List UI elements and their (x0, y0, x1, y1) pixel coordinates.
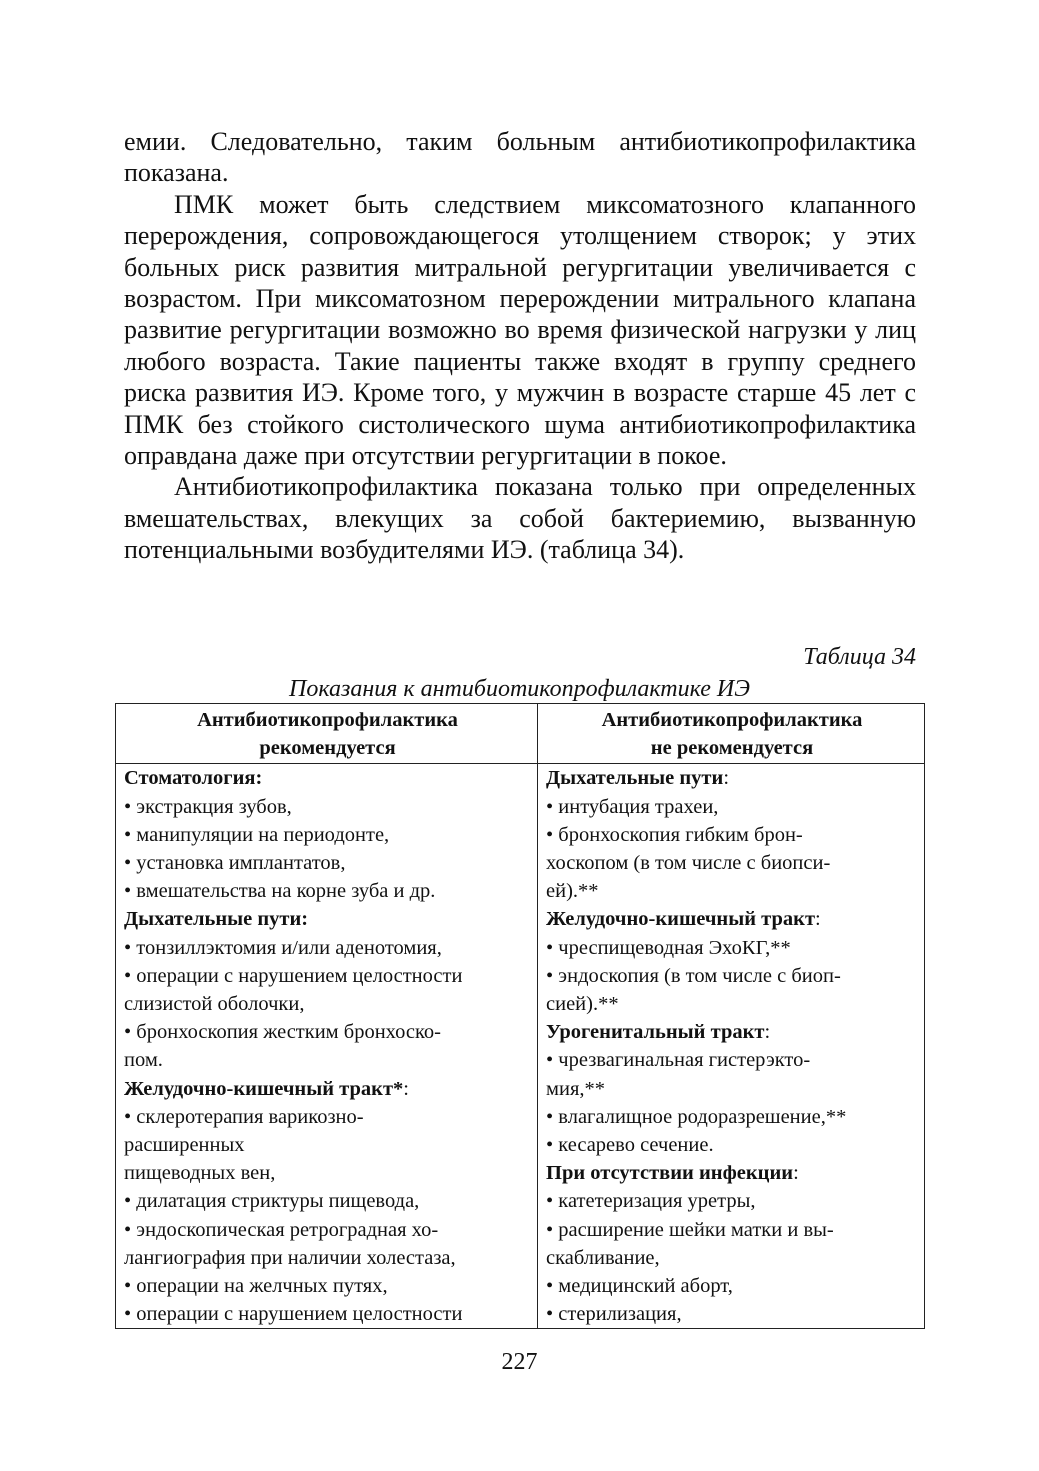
table-body-row (116, 764, 925, 1329)
list-item: • влагалищное родоразрешение,** (546, 1105, 847, 1128)
list-item: • бронхоскопия жестким бронхоско- (124, 1021, 442, 1044)
heading-respiratory-right: Дыхательные пути (546, 767, 724, 790)
list-item: • интубация трахеи, (546, 795, 719, 818)
header-left-line2: рекомендуется (259, 737, 396, 760)
list-item: • чрезвагинальная гистерэкто- (546, 1049, 811, 1072)
heading-gi-line (124, 1075, 531, 1103)
list-item: • операции на желчных путях, (124, 1275, 388, 1298)
list-item: хоскопом (в том числе с биопси- (546, 852, 831, 875)
list-item: • бронхоскопия гибким брон- (546, 823, 803, 846)
heading-gi: Желудочно-кишечный тракт* (124, 1077, 404, 1100)
heading-stomatology: Стоматология: (124, 767, 263, 790)
heading-respiratory: Дыхательные пути: (124, 908, 309, 931)
heading-colon: : (815, 908, 821, 931)
list-item: пом. (124, 1049, 163, 1072)
list-item: слизистой оболочки, (124, 993, 305, 1016)
heading-colon: : (723, 767, 730, 790)
list-item: • операции с нарушением целостности (124, 964, 463, 987)
list-item: • стерилизация, (546, 1303, 682, 1326)
paragraph-2: ПМК может быть следствием миксоматозного клапанного перерождения, сопровождающегося утолщением створок; у этих больных риск развития митральной регургитации увеличивается с возрастом. При миксоматозном перерождении митрального клапана развитие регургитации возможно во время физической нагрузки у лиц любого возраста. Такие пациенты также входят в группу среднего риска развития ИЭ. Кроме того, у мужчин в возрасте старше 45 лет с ПМК без стойкого систолического шума антибиотикопрофилактика оправдана даже при отсутствии регургитации в покое. (124, 189, 916, 471)
paragraph-1: емии. Следовательно, таким больным антибиотикопрофилактика показана. (124, 127, 916, 188)
list-item: • эндоскопия (в том числе с биоп- (546, 964, 841, 987)
list-item: • экстракция зубов, (124, 795, 292, 818)
header-right-line2: не рекомендуется (650, 737, 814, 760)
heading-gi-line (546, 905, 918, 933)
list-item: расширенных (124, 1134, 245, 1157)
heading-no-infection-line (546, 1159, 918, 1187)
heading-colon: : (764, 1021, 771, 1044)
list-item: • расширение шейки матки и вы- (546, 1218, 834, 1241)
heading-urogenital-line (546, 1018, 918, 1046)
cell-recommended (116, 764, 538, 1329)
header-recommended (116, 704, 538, 764)
table-title: Показания к антибиотикопрофилактике ИЭ (289, 676, 750, 702)
list-item: сией).** (546, 993, 619, 1016)
list-item: • вмешательства на корне зуба и др. (124, 880, 436, 903)
list-item: • кесарево сечение. (546, 1134, 714, 1157)
list-item: ей).** (546, 880, 599, 903)
list-item: • тонзиллэктомия и/или аденотомия, (124, 936, 442, 959)
heading-colon: : (793, 1162, 799, 1185)
list-item: • установка имплантатов, (124, 852, 346, 875)
heading-gi-right: Желудочно-кишечный тракт (546, 908, 816, 931)
heading-respiratory-line (546, 764, 918, 792)
list-item: • катетеризация уретры, (546, 1190, 756, 1213)
list-item: пищеводных вен, (124, 1162, 276, 1185)
page-number: 227 (501, 1349, 538, 1375)
heading-gi-colon: : (403, 1077, 409, 1100)
list-item: • склеротерапия варикозно- (124, 1105, 364, 1128)
list-item: лангиография при наличии холестаза, (124, 1246, 456, 1269)
list-item: мия,** (546, 1077, 605, 1100)
header-not-recommended (538, 704, 925, 764)
list-item: • чреспищеводная ЭхоКГ,** (546, 936, 791, 959)
list-item: • манипуляции на периодонте, (124, 823, 390, 846)
list-item: • операции с нарушением целостности (124, 1303, 463, 1326)
cell-not-recommended (538, 764, 925, 1329)
body-text (124, 126, 916, 566)
indications-table (115, 703, 925, 1329)
list-item: • медицинский аборт, (546, 1275, 733, 1298)
paragraph-3: Антибиотикопрофилактика показана только при определенных вмешательствах, влекущих за собой бактериемию, вызванную потенциальными возбудителями ИЭ. (таблица 34). (124, 472, 916, 565)
heading-no-infection: При отсутствии инфекции (546, 1162, 794, 1185)
table-label: Таблица 34 (803, 644, 916, 670)
table-header-row (116, 704, 925, 764)
list-item: • дилатация стриктуры пищевода, (124, 1190, 420, 1213)
list-item: скабливание, (546, 1246, 660, 1269)
header-right-line1: Антибиотикопрофилактика (601, 709, 863, 731)
list-item: • эндоскопическая ретроградная хо- (124, 1218, 439, 1241)
header-left-line1: Антибиотикопрофилактика (197, 709, 458, 731)
heading-urogenital: Урогенитальный тракт (546, 1021, 765, 1044)
